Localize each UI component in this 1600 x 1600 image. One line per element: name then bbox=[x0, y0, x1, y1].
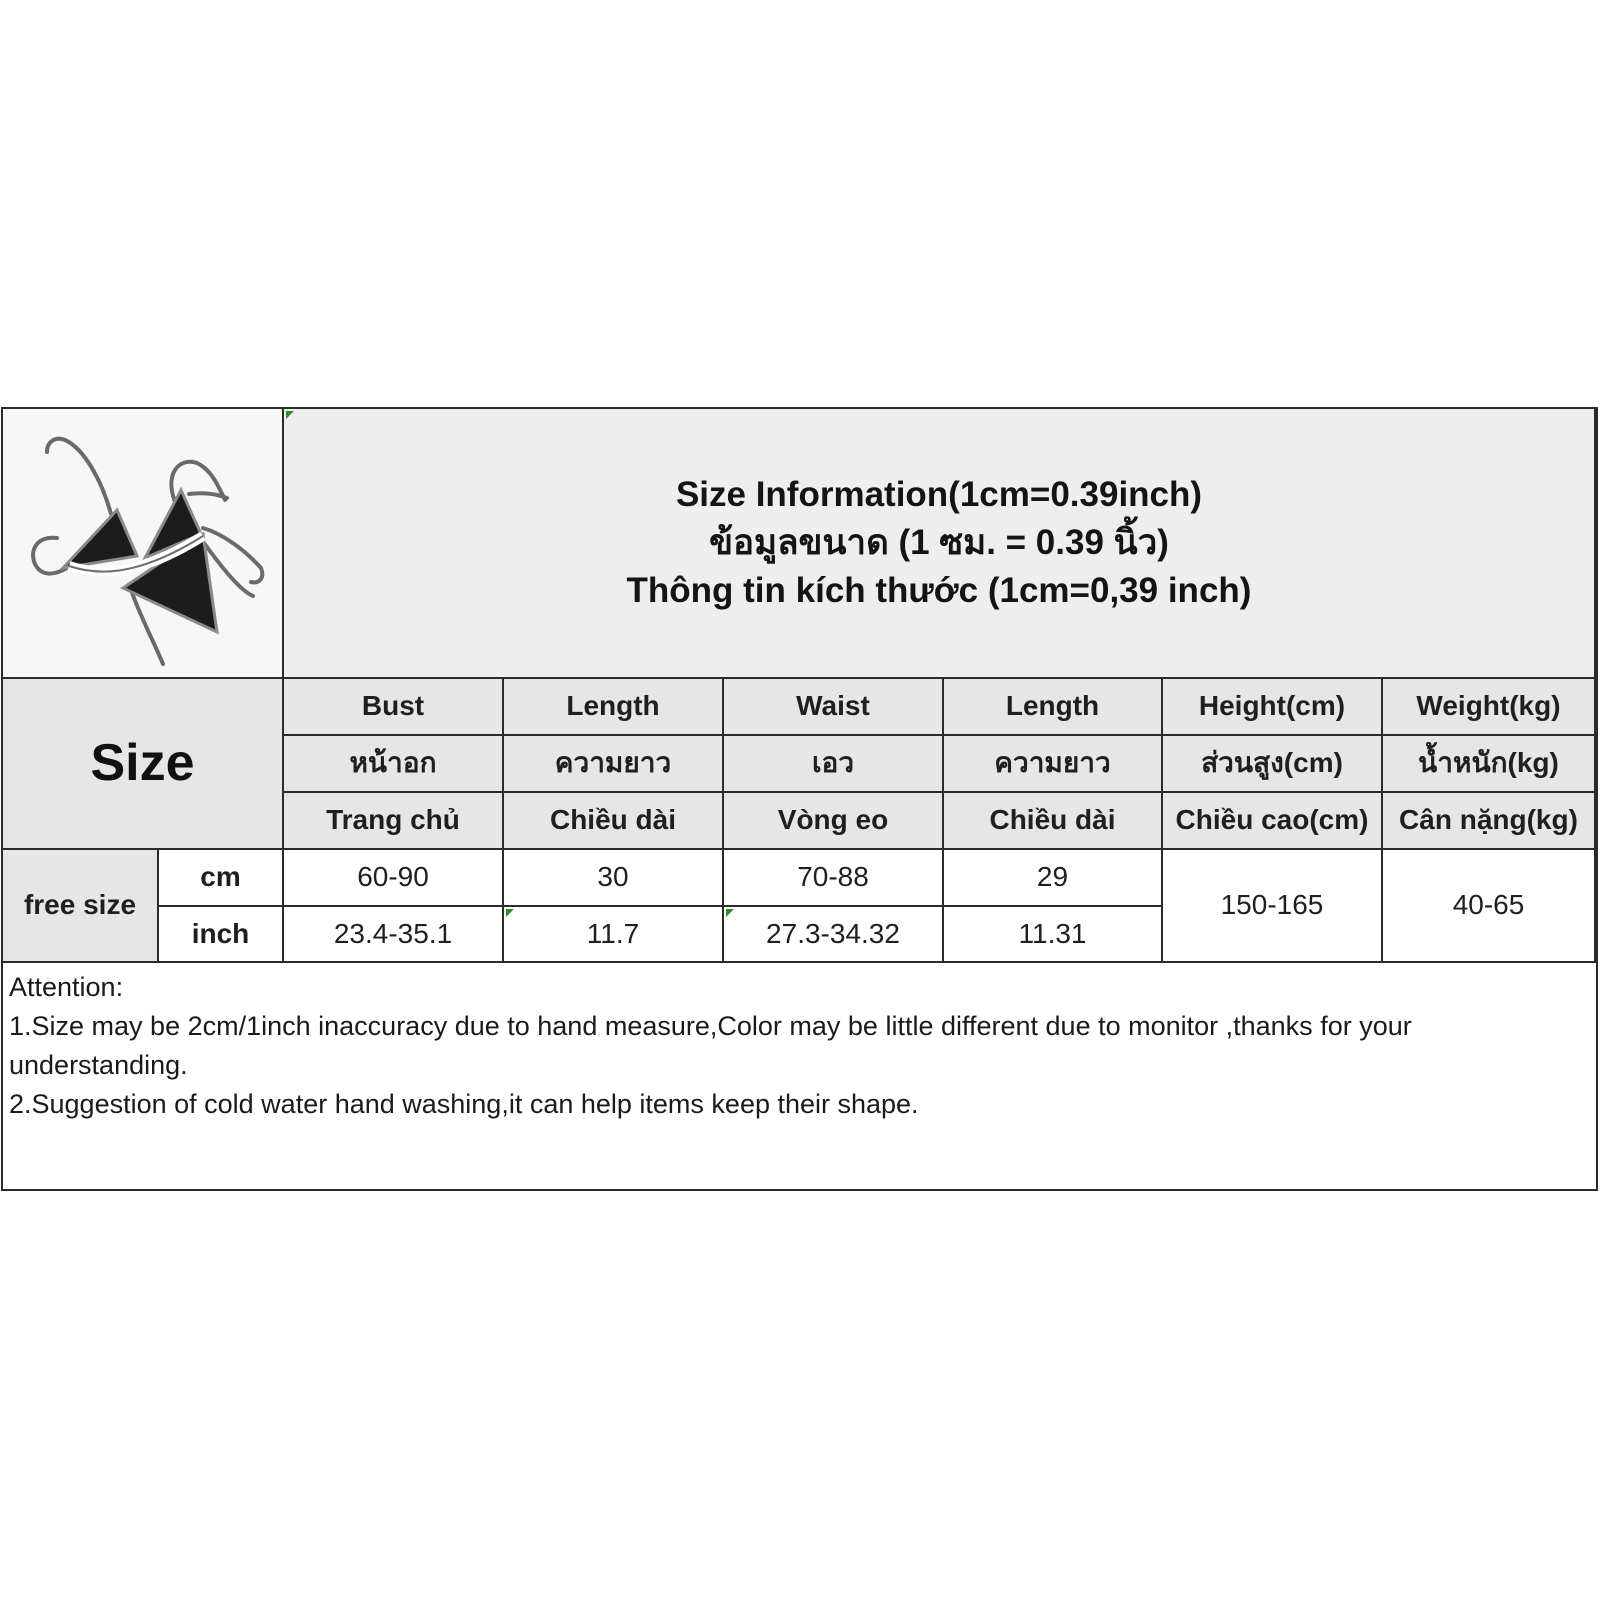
col-header-bust-vi: Trang chủ bbox=[284, 793, 504, 850]
unit-cm: cm bbox=[159, 850, 284, 907]
col-header-length-en: Length bbox=[504, 679, 724, 736]
col-header-weight-th: น้ำหนัก(kg) bbox=[1383, 736, 1596, 793]
col-header-weight-en: Weight(kg) bbox=[1383, 679, 1596, 736]
col-header-waist-vi: Vòng eo bbox=[724, 793, 944, 850]
col-header-length-th: ความยาว bbox=[504, 736, 724, 793]
cm-waist: 70-88 bbox=[724, 850, 944, 907]
col-header-bust-en: Bust bbox=[284, 679, 504, 736]
col-header-length-vi: Chiều dài bbox=[504, 793, 724, 850]
inch-length2: 11.31 bbox=[944, 907, 1163, 963]
col-header-length2-vi: Chiều dài bbox=[944, 793, 1163, 850]
size-chart bbox=[1, 407, 1598, 1191]
inch-bust: 23.4-35.1 bbox=[284, 907, 504, 963]
col-header-height-th: ส่วนสูง(cm) bbox=[1163, 736, 1383, 793]
col-header-height-vi: Chiều cao(cm) bbox=[1163, 793, 1383, 850]
height-value: 150-165 bbox=[1163, 850, 1383, 963]
cm-bust: 60-90 bbox=[284, 850, 504, 907]
title-block bbox=[284, 409, 1596, 679]
title-vietnamese: Thông tin kích thước (1cm=0,39 inch) bbox=[626, 571, 1252, 610]
cm-length2: 29 bbox=[944, 850, 1163, 907]
col-header-length2-en: Length bbox=[944, 679, 1163, 736]
col-header-bust-th: หน้าอก bbox=[284, 736, 504, 793]
title-english: Size Information(1cm=0.39inch) bbox=[675, 475, 1203, 514]
cell-marker bbox=[286, 411, 294, 419]
weight-value: 40-65 bbox=[1383, 850, 1596, 963]
inch-length: 11.7 bbox=[504, 907, 724, 963]
cell-marker bbox=[726, 909, 734, 917]
col-header-waist-th: เอว bbox=[724, 736, 944, 793]
cell-marker bbox=[506, 909, 514, 917]
size-header: Size bbox=[3, 679, 284, 850]
product-photo bbox=[3, 409, 284, 679]
attention-line-1: 1.Size may be 2cm/1inch inaccuracy due to hand measure,Color may be little different due to monitor ,thanks for your understanding. bbox=[9, 1011, 1412, 1080]
bikini-image bbox=[13, 418, 273, 668]
cm-length: 30 bbox=[504, 850, 724, 907]
row-group-label: free size bbox=[3, 850, 159, 963]
attention-heading: Attention: bbox=[9, 972, 124, 1002]
title-thai: ข้อมูลขนาด (1 ซม. = 0.39 นิ้ว) bbox=[709, 523, 1169, 562]
inch-waist: 27.3-34.32 bbox=[724, 907, 944, 963]
unit-inch: inch bbox=[159, 907, 284, 963]
col-header-length2-th: ความยาว bbox=[944, 736, 1163, 793]
attention-line-2: 2.Suggestion of cold water hand washing,it can help items keep their shape. bbox=[9, 1089, 919, 1119]
attention-note bbox=[3, 964, 1596, 1189]
col-header-waist-en: Waist bbox=[724, 679, 944, 736]
col-header-weight-vi: Cân nặng(kg) bbox=[1383, 793, 1596, 850]
col-header-height-en: Height(cm) bbox=[1163, 679, 1383, 736]
